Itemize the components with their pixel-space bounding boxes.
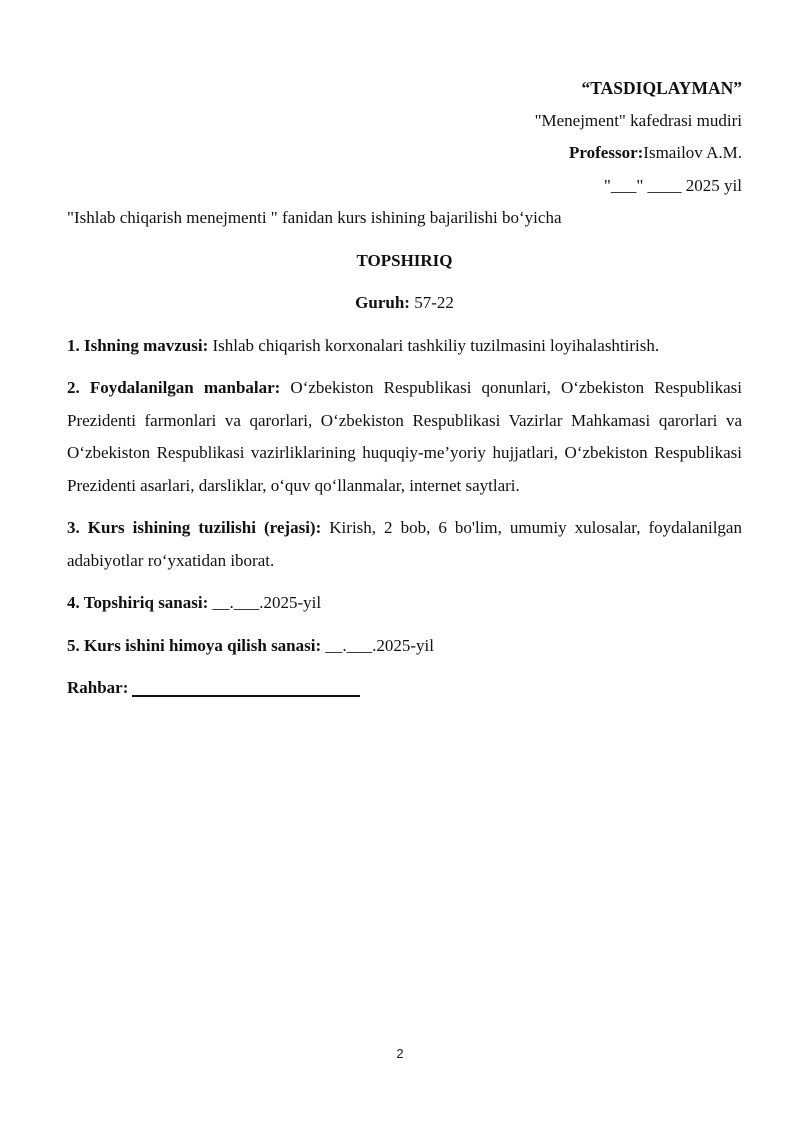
item-text: __.___.2025-yil <box>321 635 434 655</box>
group-label: Guruh: <box>355 293 410 312</box>
item-label: 2. Foydalanilgan manbalar: <box>67 378 281 397</box>
professor-name: Ismailov A.M. <box>643 143 742 162</box>
supervisor-line <box>67 672 742 705</box>
item-text: Ishlab chiqarish korxonalari tashkiliy tuzilmasini loyihalashtirish. <box>208 335 660 355</box>
item-text: O‘zbekiston Respublikasi qonunlari, O‘zbekiston Respublikasi Prezidenti farmonlari va qarorlari, O‘zbekiston Respublikasi Vazirlar Mahkamasi qarorlari va O‘zbekiston Respublikasi vazirliklarining huquqiy-me’yoriy hujjatlari, O‘zbekiston Respublikasi Prezidenti asarlari, darsliklar, o‘quv qo‘llanmalar, internet saytlari. <box>67 378 743 495</box>
signature-line <box>132 677 360 697</box>
item-label: 4. Topshiriq sanasi: <box>67 593 209 612</box>
supervisor-label: Rahbar: <box>67 678 129 697</box>
approval-date-line: "___" ____ 2025 yil <box>603 175 742 195</box>
approval-block <box>67 72 742 202</box>
item-text: Kirish, 2 bob, 6 bo'lim, umumiy xulosalar, foydalanilgan adabiyotlar ro‘yxatidan iborat. <box>67 518 742 570</box>
approval-title: “TASDIQLAYMAN” <box>581 78 742 98</box>
list-item-structure <box>67 512 742 577</box>
professor-label: Professor: <box>569 143 644 162</box>
item-label: 3. Kurs ishining tuzilishi (rejasi): <box>67 518 322 537</box>
professor-line <box>67 137 742 170</box>
list-item-sources <box>67 372 742 502</box>
document-heading: TOPSHIRIQ <box>356 250 453 270</box>
item-label: 1. Ishning mavzusi: <box>67 335 209 355</box>
item-label: 5. Kurs ishini himoya qilish sanasi: <box>67 635 322 655</box>
department-line: "Menejment" kafedrasi mudiri <box>534 110 742 130</box>
list-item-topic <box>67 330 742 363</box>
list-item-defense-date <box>67 630 742 663</box>
group-value: 57-22 <box>409 293 454 312</box>
page-number: 2 <box>396 1046 404 1061</box>
group-line <box>67 287 742 320</box>
intro-line: "Ishlab chiqarish menejmenti " fanidan kurs ishining bajarilishi bo‘yicha <box>67 208 562 227</box>
document-page <box>67 72 742 705</box>
list-item-assignment-date <box>67 587 742 620</box>
item-text: __.___.2025-yil <box>208 593 322 612</box>
